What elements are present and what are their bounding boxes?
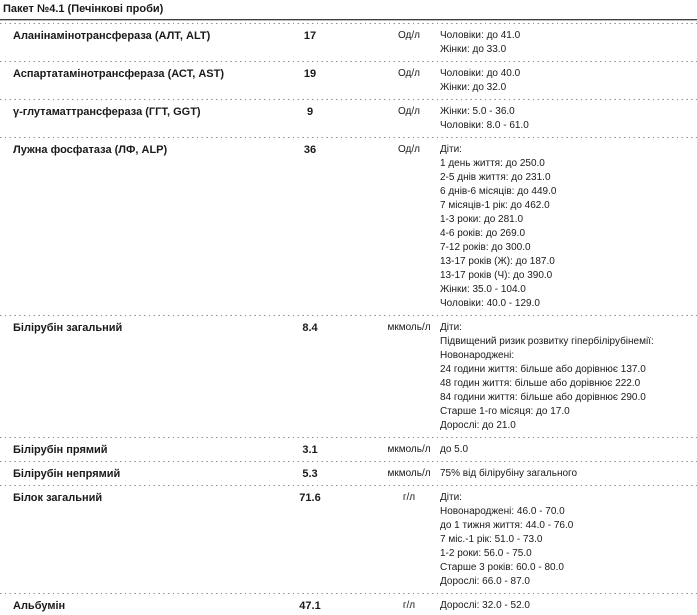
reference-ranges [438, 321, 697, 433]
test-unit: мкмоль/л [387, 444, 431, 455]
test-row [0, 25, 697, 59]
test-name: Білок загальний [13, 492, 103, 504]
reference-ranges [438, 29, 697, 57]
test-unit: Од/л [397, 68, 420, 79]
reference-line: Жінки: до 32.0 [440, 82, 507, 93]
test-unit: мкмоль/л [387, 468, 431, 479]
test-value: 71.6 [299, 492, 321, 504]
reference-line: 7-12 років: до 300.0 [440, 242, 531, 253]
reference-ranges [438, 67, 697, 95]
package-title: Пакет №4.1 (Печінкові проби) [3, 3, 164, 15]
test-unit: Од/л [397, 106, 420, 117]
reference-line: Діти: [440, 322, 462, 333]
reference-ranges [438, 143, 697, 311]
test-unit: Од/л [397, 144, 420, 155]
reference-line: Діти: [440, 144, 462, 155]
test-row [0, 487, 697, 591]
test-row [0, 463, 697, 483]
test-name: Білірубін непрямий [13, 468, 121, 480]
test-name: Альбумін [13, 600, 66, 612]
test-name: γ-глутаматтрансфераза (ГГТ, GGT) [13, 106, 201, 118]
reference-line: Чоловіки: до 41.0 [440, 30, 521, 41]
reference-line: Чоловіки: 40.0 - 129.0 [440, 298, 540, 309]
reference-line: 1-2 роки: 56.0 - 75.0 [440, 548, 532, 559]
reference-line: 1 день життя: до 250.0 [440, 158, 545, 169]
reference-line: Дорослі: до 21.0 [440, 420, 516, 431]
test-value: 3.1 [302, 444, 318, 456]
test-unit: Од/л [397, 30, 420, 41]
reference-line: 1-3 роки: до 281.0 [440, 214, 524, 225]
reference-line: Чоловіки: 8.0 - 61.0 [440, 120, 529, 131]
test-value: 9 [306, 106, 314, 118]
test-value: 19 [303, 68, 317, 80]
test-value: 17 [303, 30, 317, 42]
reference-line: 48 годин життя: більше або дорівнює 222.0 [440, 378, 641, 389]
test-name: Аланінамінотрансфераза (АЛТ, ALT) [13, 30, 211, 42]
reference-line: 2-5 днів життя: до 231.0 [440, 172, 551, 183]
reference-line: 7 міс.-1 рік: 51.0 - 73.0 [440, 534, 543, 545]
reference-ranges [438, 599, 697, 613]
test-row [0, 439, 697, 459]
test-unit: г/л [402, 492, 416, 503]
reference-line: Чоловіки: до 40.0 [440, 68, 521, 79]
reference-ranges [438, 491, 697, 589]
reference-line: Дорослі: 32.0 - 52.0 [440, 600, 530, 611]
test-name: Аспартатамінотрансфераза (АСТ, AST) [13, 68, 224, 80]
reference-line: 75% від білірубіну загального [440, 468, 578, 479]
reference-line: 13-17 років (Ч): до 390.0 [440, 270, 553, 281]
reference-line: 84 години життя: більше або дорівнює 290.0 [440, 392, 646, 403]
reference-ranges [438, 467, 697, 481]
reference-line: 13-17 років (Ж): до 187.0 [440, 256, 555, 267]
reference-line: Дорослі: 66.0 - 87.0 [440, 576, 530, 587]
test-row [0, 101, 697, 135]
test-name: Білірубін загальний [13, 322, 123, 334]
test-name: Білірубін прямий [13, 444, 108, 456]
reference-line: Новонароджені: [440, 350, 515, 361]
test-value: 8.4 [302, 322, 318, 334]
test-unit: г/л [402, 600, 416, 611]
test-value: 5.3 [302, 468, 318, 480]
reference-line: Жінки: до 33.0 [440, 44, 507, 55]
reference-line: 24 години життя: більше або дорівнює 137.0 [440, 364, 646, 375]
reference-line: 7 місяців-1 рік: до 462.0 [440, 200, 550, 211]
results-table [0, 23, 697, 615]
test-row [0, 317, 697, 435]
test-unit: мкмоль/л [387, 322, 431, 333]
reference-line: Старше 3 років: 60.0 - 80.0 [440, 562, 564, 573]
header-rule [0, 19, 697, 21]
test-value: 36 [303, 144, 317, 156]
reference-line: 4-6 років: до 269.0 [440, 228, 526, 239]
test-value: 47.1 [299, 600, 321, 612]
test-row [0, 63, 697, 97]
reference-line: до 5.0 [440, 444, 469, 455]
reference-ranges [438, 105, 697, 133]
reference-line: Новонароджені: 46.0 - 70.0 [440, 506, 565, 517]
reference-line: Діти: [440, 492, 462, 503]
reference-line: 6 днів-6 місяців: до 449.0 [440, 186, 557, 197]
test-row [0, 595, 697, 615]
reference-line: Жінки: 35.0 - 104.0 [440, 284, 526, 295]
reference-ranges [438, 443, 697, 457]
test-row [0, 139, 697, 313]
reference-line: до 1 тижня життя: 44.0 - 76.0 [440, 520, 574, 531]
reference-line: Підвищений ризик розвитку гіпербілірубінемії: [440, 336, 654, 347]
test-name: Лужна фосфатаза (ЛФ, ALP) [13, 144, 168, 156]
reference-line: Старше 1-го місяця: до 17.0 [440, 406, 570, 417]
reference-line: Жінки: 5.0 - 36.0 [440, 106, 515, 117]
